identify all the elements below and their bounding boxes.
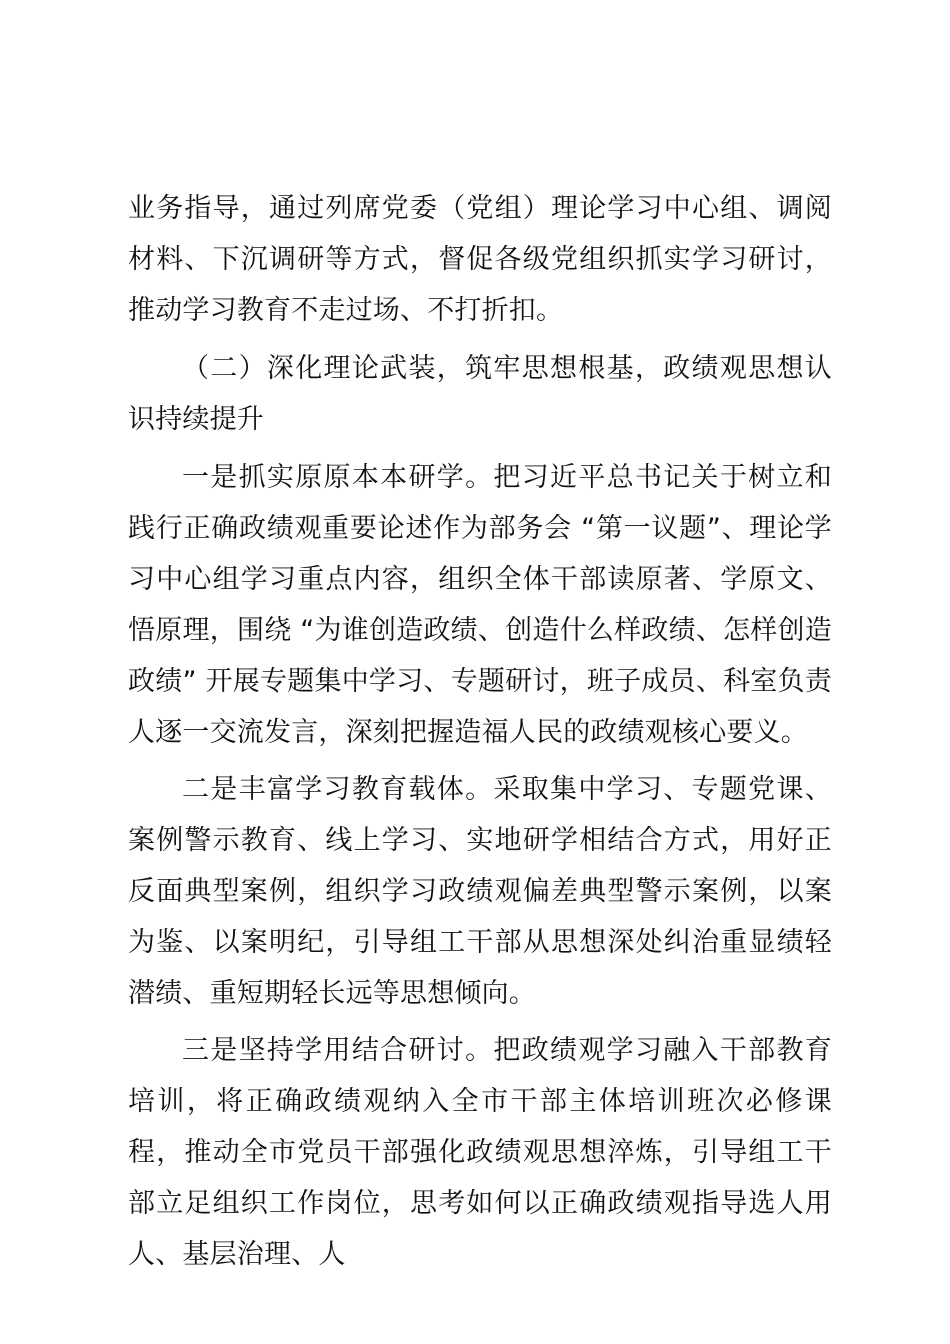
paragraph-study-original-texts: 一是抓实原原本本研学。把习近平总书记关于树立和践行正确政绩观重要论述作为部务会 “第一议题”、理论学习中心组学习重点内容，组织全体干部读原著、学原文、悟原理，围绕 “为谁创造政绩、创造什么样政绩、怎样创造政绩” 开展专题集中学习、专题研讨，班子成员、科室负责人逐一交流发言，深刻把握造福人民的政绩观核心要义。	[128, 462, 832, 748]
section-heading: （二）深化理论武装，筑牢思想根基，政绩观思想认识持续提升	[128, 353, 832, 435]
paragraph-continuation: 业务指导，通过列席党委（党组）理论学习中心组、调阅材料、下沉调研等方式，督促各级党组织抓实学习研讨，推动学习教育不走过场、不打折扣。	[128, 193, 832, 326]
paragraph-combine-study-and-practice: 三是坚持学用结合研讨。把政绩观学习融入干部教育培训，将正确政绩观纳入全市干部主体培训班次必修课程，推动全市党员干部强化政绩观思想淬炼，引导组工干部立足组织工作岗位，思考如何以正确政绩观指导选人用人、基层治理、人	[128, 1035, 832, 1270]
paragraph-enrich-education-carriers: 二是丰富学习教育载体。采取集中学习、专题党课、案例警示教育、线上学习、实地研学相结合方式，用好正反面典型案例，组织学习政绩观偏差典型警示案例，以案为鉴、以案明纪，引导组工干部从思想深处纠治重显绩轻潜绩、重短期轻长远等思想倾向。	[128, 774, 832, 1009]
document-body	[128, 183, 832, 1280]
